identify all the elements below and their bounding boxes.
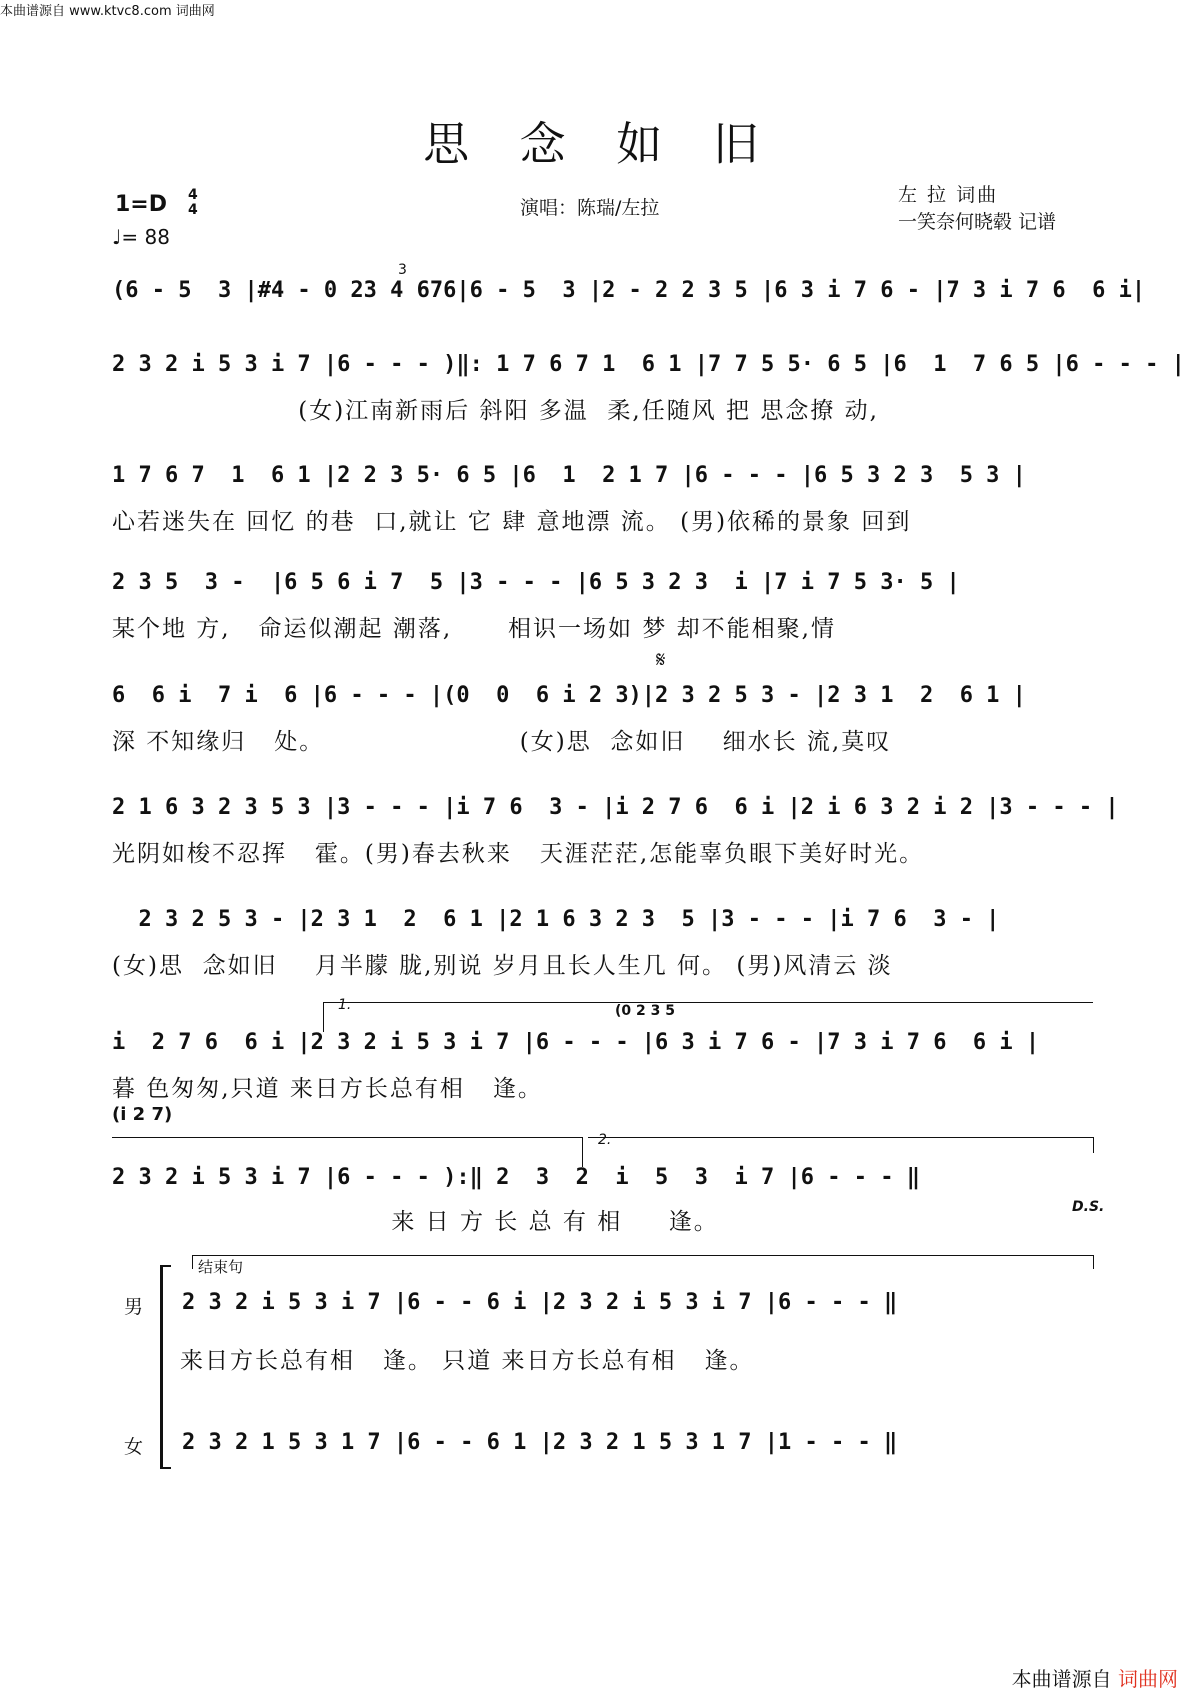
pickup-notes: (0 2 3 5 (615, 1003, 675, 1019)
notation-row-8: i 2 7 6 6 i |2 3 2 i 5 3 i 7 |6 - - - |6 3 i 7 6 - |7 3 i 7 6 6 i | (112, 1030, 1040, 1055)
dal-segno: D.S. (1072, 1199, 1105, 1215)
volta-1: 1. (338, 997, 352, 1013)
part-bracket (160, 1265, 171, 1469)
lyric-row-9: 来 日 方 长 总 有 相 逢。 (112, 1209, 719, 1235)
male-label: 男 (124, 1296, 144, 1318)
volta-2: 2. (598, 1132, 612, 1148)
triplet-mark: 3 (398, 262, 407, 278)
song-title: 思 念 如 旧 (423, 117, 777, 171)
lyric-row-7: (女)思 念如旧 月半朦 胧,别说 岁月且长人生几 何。 (男)风清云 淡 (112, 953, 893, 979)
alt-notes: (i 2 7) (112, 1104, 173, 1125)
time-signature (188, 188, 198, 218)
singer-credit: 演唱：陈瑞/左拉 (520, 197, 660, 219)
notation-row-2: 2 3 2 i 5 3 i 7 |6 - - - )‖: 1 7 6 7 1 6 1 |7 7 5 5· 6 5 |6 1 7 6 5 |6 - - - | (112, 352, 1185, 377)
notation-row-4: 2 3 5 3 - |6 5 6 i 7 5 |3 - - - |6 5 3 2 3 i |7 i 7 5 3· 5 | (112, 570, 960, 595)
lyric-ending: 来日方长总有相 逢。 只道 来日方长总有相 逢。 (180, 1348, 755, 1374)
lyric-credit: 左 拉 词曲 (898, 184, 999, 206)
notation-female: 2 3 2 1 5 3 1 7 |6 - - 6 1 |2 3 2 1 5 3 1 7 |1 - - - ‖ (182, 1430, 898, 1455)
score-credit: 一笑奈何晓毂 记谱 (898, 211, 1057, 233)
lyric-row-5: 深 不知缘归 处。 (女)思 念如旧 细水长 流,莫叹 (112, 729, 892, 755)
lyric-row-6: 光阴如梭不忍挥 霍。(男)春去秋来 天涯茫茫,怎能辜负眼下美好时光。 (112, 841, 925, 867)
segno-sign: 𝄋 (656, 648, 666, 673)
key-signature: 1=D (115, 192, 168, 217)
footer-brand: 词曲网 (1118, 1667, 1178, 1691)
notation-row-5: 6 6 i 7 i 6 |6 - - - |(0 0 6 i 2 3)|2 3 2 5 3 - |2 3 1 2 6 1 | (112, 683, 1026, 708)
time-top: 4 (188, 187, 198, 203)
notation-row-9: 2 3 2 i 5 3 i 7 |6 - - - ):‖ 2 3 2 i 5 3 i 7 |6 - - - ‖ (112, 1165, 920, 1190)
notation-row-6: 2 1 6 3 2 3 5 3 |3 - - - |i 7 6 3 - |i 2 7 6 6 i |2 i 6 3 2 i 2 |3 - - - | (112, 795, 1119, 820)
lyric-row-4: 某个地 方, 命运似潮起 潮落, 相识一场如 梦 却不能相聚,情 (112, 616, 836, 642)
notation-row-7: 2 3 2 5 3 - |2 3 1 2 6 1 |2 1 6 3 2 3 5 |3 - - - |i 7 6 3 - | (112, 907, 1000, 932)
footer-text: 本曲谱源自 (1011, 1667, 1112, 1691)
lyric-row-8: 暮 色匆匆,只道 来日方长总有相 逢。 (112, 1076, 543, 1102)
notation-row-1: (6 - 5 3 |#4 - 0 23 4 676|6 - 5 3 |2 - 2 2 3 5 |6 3 i 7 6 - |7 3 i 7 6 6 i| (112, 278, 1146, 303)
female-label: 女 (124, 1436, 144, 1458)
lyric-row-2: (女)江南新雨后 斜阳 多温 柔,任随风 把 思念撩 动, (112, 398, 879, 424)
site-header: 本曲谱源自 www.ktvc8.com 词曲网 (0, 4, 215, 19)
notation-male: 2 3 2 i 5 3 i 7 |6 - - 6 i |2 3 2 i 5 3 i 7 |6 - - - ‖ (182, 1290, 898, 1315)
notation-row-3: 1 7 6 7 1 6 1 |2 2 3 5· 6 5 |6 1 2 1 7 |6 - - - |6 5 3 2 3 5 3 | (112, 463, 1026, 488)
time-bottom: 4 (188, 202, 198, 218)
tempo-mark: ♩= 88 (112, 225, 170, 249)
site-footer (1012, 1663, 1178, 1692)
lyric-row-3: 心若迷失在 回忆 的巷 口,就让 它 肆 意地漂 流。 (男)依稀的景象 回到 (112, 509, 912, 535)
ending-label: 结束句 (198, 1258, 244, 1276)
